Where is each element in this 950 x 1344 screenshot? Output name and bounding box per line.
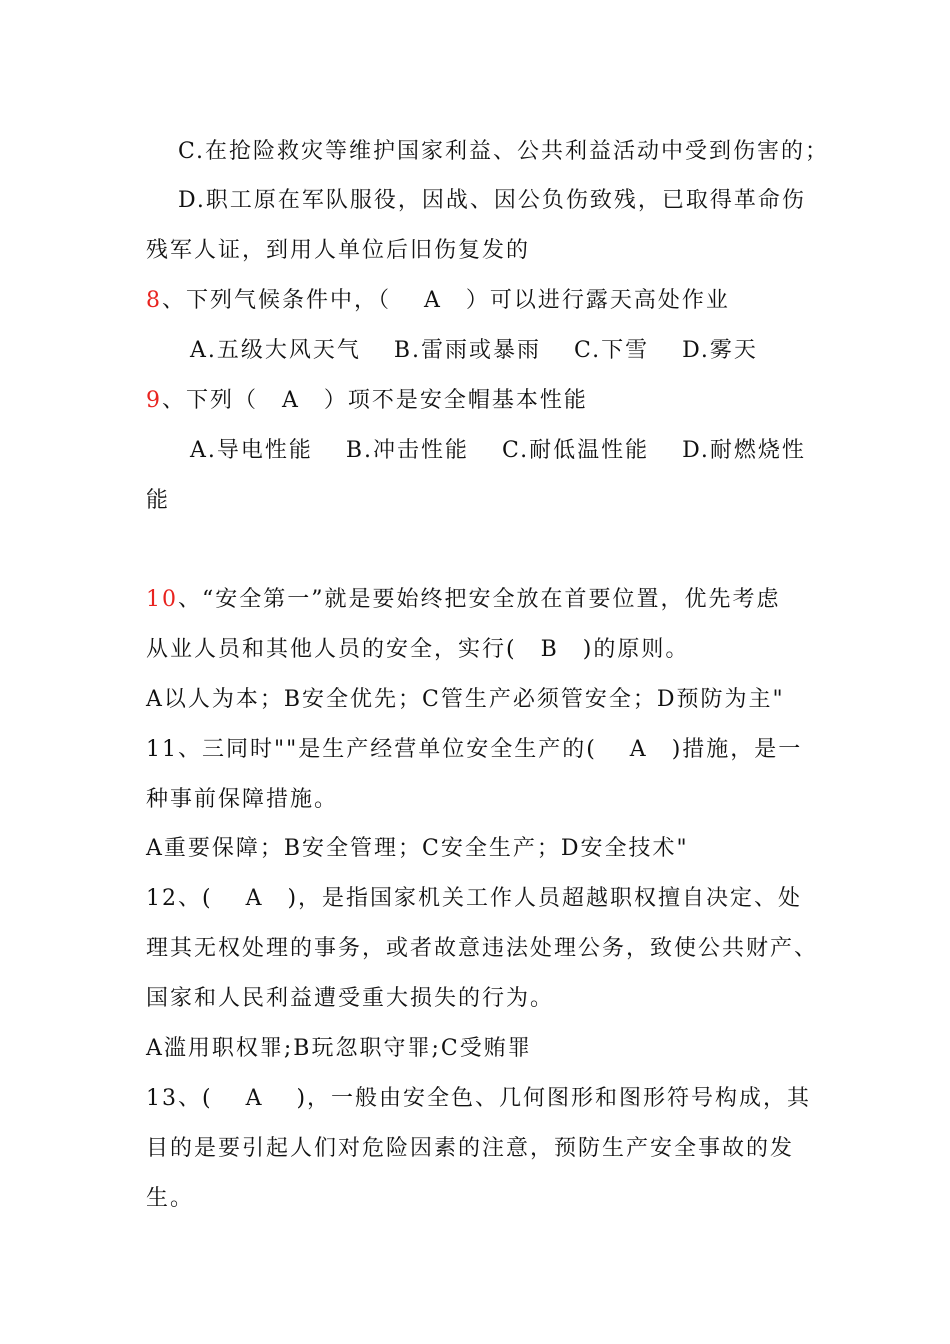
q10-number: 10 bbox=[146, 587, 178, 612]
q7-option-c: C.在抢险救灾等维护国家利益、公共利益活动中受到伤害的； bbox=[178, 139, 830, 164]
q9-number: 9 bbox=[146, 388, 162, 413]
q13-question-line2: 目的是要引起人们对危险因素的注意，预防生产安全事故的发 bbox=[146, 1136, 795, 1161]
q8-text: 、下列气候条件中，（ A ）可以进行露天高处作业 bbox=[162, 288, 730, 313]
q12-question-line1: 12、( A )，是指国家机关工作人员超越职权擅自决定、处 bbox=[146, 886, 803, 911]
q8-question bbox=[146, 286, 730, 316]
q10-question-line1 bbox=[146, 585, 781, 615]
q10-text: 、“安全第一”就是要始终把安全放在首要位置，优先考虑 bbox=[178, 587, 781, 612]
q13-question-line1: 13、( A )，一般由安全色、几何图形和图形符号构成，其 bbox=[146, 1086, 812, 1111]
q8-options: A.五级大风天气 B.雷雨或暴雨 C.下雪 D.雾天 bbox=[190, 338, 758, 363]
q12-question-line2: 理其无权处理的事务，或者故意违法处理公务，致使公共财产、 bbox=[146, 936, 819, 961]
q11-question-line2: 种事前保障措施。 bbox=[146, 787, 339, 812]
q12-options: A滥用职权罪;B玩忽职守罪;C受贿罪 bbox=[146, 1036, 532, 1061]
q10-question-line2: 从业人员和其他人员的安全，实行( B )的原则。 bbox=[146, 637, 690, 662]
q11-options: A重要保障；B安全管理；C安全生产；D安全技术" bbox=[146, 836, 689, 861]
q11-question-line1: 11、三同时""是生产经营单位安全生产的( A )措施，是一 bbox=[146, 737, 803, 762]
q12-question-line3: 国家和人民利益遭受重大损失的行为。 bbox=[146, 986, 555, 1011]
q7-option-d-line1: D.职工原在军队服役，因战、因公负伤致残，已取得革命伤 bbox=[178, 188, 806, 213]
q9-options-line1: A.导电性能 B.冲击性能 C.耐低温性能 D.耐燃烧性 bbox=[190, 438, 806, 463]
q7-option-d-line2: 残军人证，到用人单位后旧伤复发的 bbox=[146, 238, 531, 263]
q10-options: A以人为本；B安全优先；C管生产必须管安全；D预防为主" bbox=[146, 687, 785, 712]
q8-number: 8 bbox=[146, 288, 162, 313]
q9-question bbox=[146, 386, 588, 416]
q13-question-line3: 生。 bbox=[146, 1186, 195, 1211]
q9-options-line2: 能 bbox=[146, 488, 171, 513]
q9-text: 、下列（ A ）项不是安全帽基本性能 bbox=[162, 388, 588, 413]
